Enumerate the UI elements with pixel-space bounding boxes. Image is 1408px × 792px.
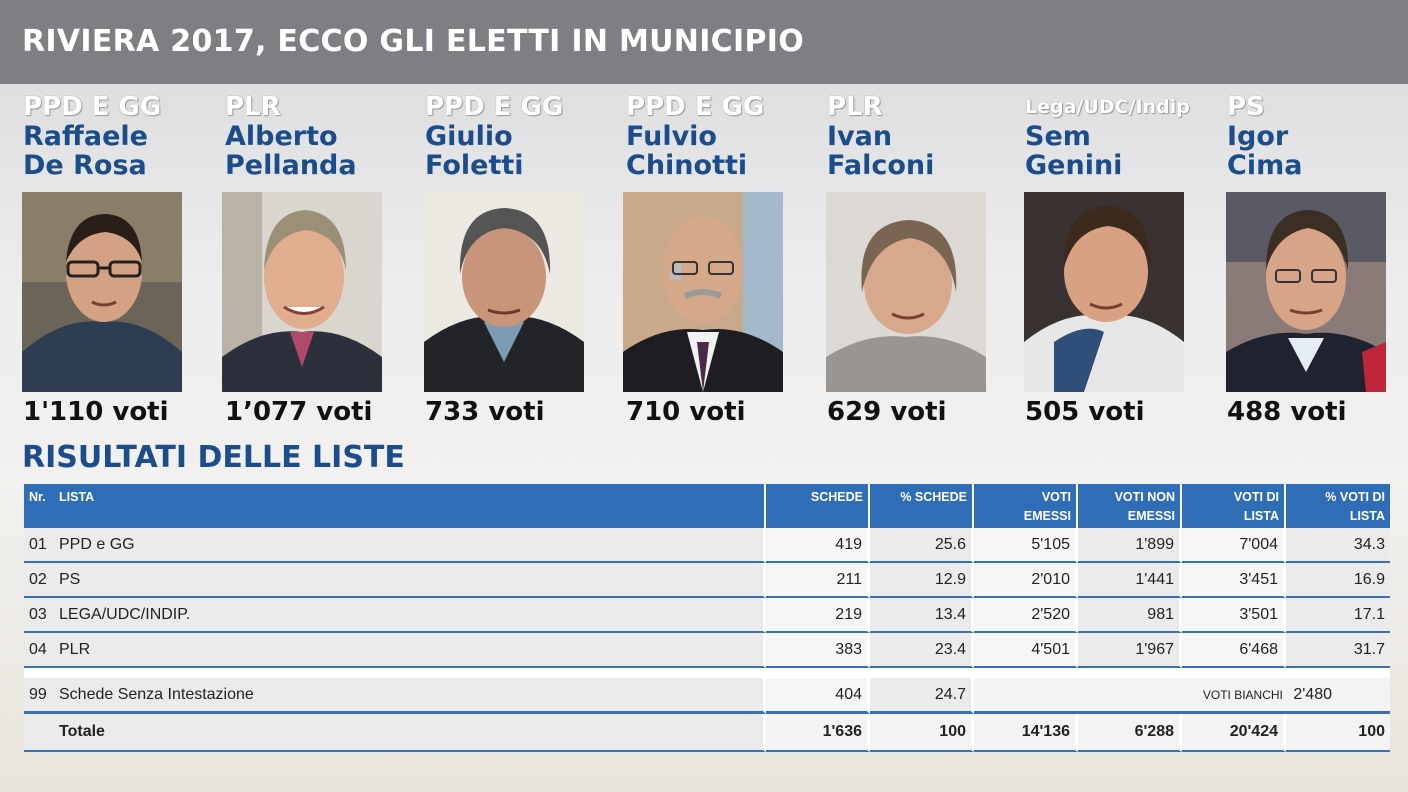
cell-schede: 404 — [766, 678, 870, 714]
col-voti-non-emessi-line2: EMESSI — [1127, 509, 1175, 523]
cell-lista: PS — [54, 563, 766, 598]
cell-total-pct-voti-lista: 100 — [1286, 714, 1390, 752]
cell-voti-non-emessi: 1'899 — [1078, 528, 1182, 563]
cell-total-pct-schede: 100 — [870, 714, 974, 752]
cell-pct-schede: 23.4 — [870, 633, 974, 668]
candidate-first-name: Alberto — [225, 121, 338, 152]
col-voti-emessi-line2: EMESSI — [1023, 509, 1071, 523]
cell-totale-label: Totale — [54, 714, 766, 752]
candidate-photo — [826, 192, 986, 392]
cell-voti-emessi: 2'520 — [974, 598, 1078, 633]
col-pct-schede: % SCHEDE — [870, 484, 974, 528]
table-row-senza-intestazione — [24, 678, 1390, 714]
candidate-photo — [1024, 192, 1184, 392]
candidate-party: PLR — [225, 92, 281, 122]
candidate-first-name: Sem — [1025, 121, 1091, 152]
cell-nr: 99 — [24, 678, 54, 714]
cell-nr: 02 — [24, 563, 54, 598]
candidate-photo — [623, 192, 783, 392]
candidate-votes: 505 voti — [1025, 397, 1145, 427]
cell-voti-emessi: 5'105 — [974, 528, 1078, 563]
col-voti-emessi-line1: VOTI — [1041, 490, 1071, 504]
cell-pct-schede: 25.6 — [870, 528, 974, 563]
candidate-votes: 629 voti — [827, 397, 947, 427]
cell-total-voti-non-emessi: 6'288 — [1078, 714, 1182, 752]
table-row — [24, 528, 1390, 563]
candidate-last-name: Cima — [1227, 150, 1303, 181]
portrait-icon — [22, 192, 182, 392]
portrait-icon — [424, 192, 584, 392]
col-schede: SCHEDE — [766, 484, 870, 528]
cell-pct-voti-lista: 34.3 — [1286, 528, 1390, 563]
col-pct-voti-lista-line1: % VOTI DI — [1325, 490, 1385, 504]
candidate-last-name: Genini — [1025, 150, 1123, 181]
cell-pct-voti-lista: 31.7 — [1286, 633, 1390, 668]
cell-pct-schede: 13.4 — [870, 598, 974, 633]
cell-nr: 01 — [24, 528, 54, 563]
col-voti-non-emessi — [1078, 484, 1182, 528]
cell-voti-bianchi — [974, 678, 1390, 714]
candidate-card — [626, 92, 826, 427]
candidate-card — [425, 92, 625, 427]
candidate-photo — [22, 192, 182, 392]
col-voti-lista-line1: VOTI DI — [1233, 490, 1279, 504]
cell-schede: 419 — [766, 528, 870, 563]
cell-schede: 383 — [766, 633, 870, 668]
candidate-last-name: Falconi — [827, 150, 935, 181]
cell-voti-non-emessi: 1'967 — [1078, 633, 1182, 668]
page-title: RIVIERA 2017, ECCO GLI ELETTI IN MUNICIPIO — [22, 24, 805, 59]
candidate-last-name: Pellanda — [225, 150, 357, 181]
cell-voti-lista: 7'004 — [1182, 528, 1286, 563]
cell-voti-non-emessi: 1'441 — [1078, 563, 1182, 598]
table-row — [24, 563, 1390, 598]
cell-total-voti-lista: 20'424 — [1182, 714, 1286, 752]
table-row — [24, 633, 1390, 668]
voti-bianchi-label: VOTI BIANCHI — [1202, 687, 1283, 702]
cell-schede: 219 — [766, 598, 870, 633]
table-row — [24, 598, 1390, 633]
candidate-party: Lega/UDC/Indip — [1025, 96, 1190, 118]
col-voti-non-emessi-line1: VOTI NON — [1114, 490, 1175, 504]
col-voti-lista-line2: LISTA — [1243, 509, 1279, 523]
portrait-icon — [623, 192, 783, 392]
cell-lista: LEGA/UDC/INDIP. — [54, 598, 766, 633]
cell-total-voti-emessi: 14'136 — [974, 714, 1078, 752]
col-lista: LISTA — [54, 484, 766, 528]
candidate-card — [225, 92, 425, 427]
candidate-photo — [222, 192, 382, 392]
candidate-first-name: Fulvio — [626, 121, 717, 152]
table-header-row — [24, 484, 1390, 528]
portrait-icon — [826, 192, 986, 392]
candidate-party: PS — [1227, 92, 1265, 122]
table-total-row — [24, 714, 1390, 752]
table-spacer — [24, 668, 1390, 678]
cell-lista: PLR — [54, 633, 766, 668]
col-pct-voti-lista-line2: LISTA — [1349, 509, 1385, 523]
candidate-photo — [1226, 192, 1386, 392]
cell-voti-emessi: 4'501 — [974, 633, 1078, 668]
header-bar — [0, 0, 1408, 84]
cell-nr: 03 — [24, 598, 54, 633]
candidate-party: PPD E GG — [23, 92, 162, 122]
col-voti-lista — [1182, 484, 1286, 528]
candidate-votes: 733 voti — [425, 397, 545, 427]
candidate-first-name: Giulio — [425, 121, 513, 152]
candidate-votes: 1'110 voti — [23, 397, 169, 427]
voti-bianchi-value: 2'480 — [1293, 685, 1332, 703]
cell-voti-emessi: 2'010 — [974, 563, 1078, 598]
cell-total-schede: 1'636 — [766, 714, 870, 752]
candidate-party: PPD E GG — [425, 92, 564, 122]
candidate-last-name: Foletti — [425, 150, 524, 181]
candidate-votes: 1’077 voti — [225, 397, 373, 427]
cell-voti-lista: 3'451 — [1182, 563, 1286, 598]
candidate-first-name: Ivan — [827, 121, 893, 152]
candidate-votes: 710 voti — [626, 397, 746, 427]
col-nr: Nr. — [24, 484, 54, 528]
results-title: RISULTATI DELLE LISTE — [22, 440, 405, 475]
candidate-card — [23, 92, 223, 427]
cell-nr: 04 — [24, 633, 54, 668]
cell-lista: PPD e GG — [54, 528, 766, 563]
candidate-card — [827, 92, 1027, 427]
candidate-first-name: Igor — [1227, 121, 1289, 152]
candidate-photo — [424, 192, 584, 392]
candidate-party: PLR — [827, 92, 883, 122]
candidate-last-name: Chinotti — [626, 150, 748, 181]
candidate-votes: 488 voti — [1227, 397, 1347, 427]
candidate-card — [1227, 92, 1408, 427]
cell-voti-lista: 3'501 — [1182, 598, 1286, 633]
portrait-icon — [1024, 192, 1184, 392]
candidate-first-name: Raffaele — [23, 121, 148, 152]
cell-pct-voti-lista: 16.9 — [1286, 563, 1390, 598]
candidate-last-name: De Rosa — [23, 150, 147, 181]
cell-pct-voti-lista: 17.1 — [1286, 598, 1390, 633]
cell-pct-schede: 24.7 — [870, 678, 974, 714]
candidate-party: PPD E GG — [626, 92, 765, 122]
cell-lista: Schede Senza Intestazione — [54, 678, 766, 714]
col-voti-emessi — [974, 484, 1078, 528]
portrait-icon — [222, 192, 382, 392]
col-pct-voti-lista — [1286, 484, 1390, 528]
candidates-row — [0, 92, 1408, 437]
cell-voti-non-emessi: 981 — [1078, 598, 1182, 633]
portrait-icon — [1226, 192, 1386, 392]
cell-schede: 211 — [766, 563, 870, 598]
cell-voti-lista: 6'468 — [1182, 633, 1286, 668]
candidate-card — [1025, 92, 1225, 427]
cell-pct-schede: 12.9 — [870, 563, 974, 598]
results-table — [24, 484, 1390, 752]
